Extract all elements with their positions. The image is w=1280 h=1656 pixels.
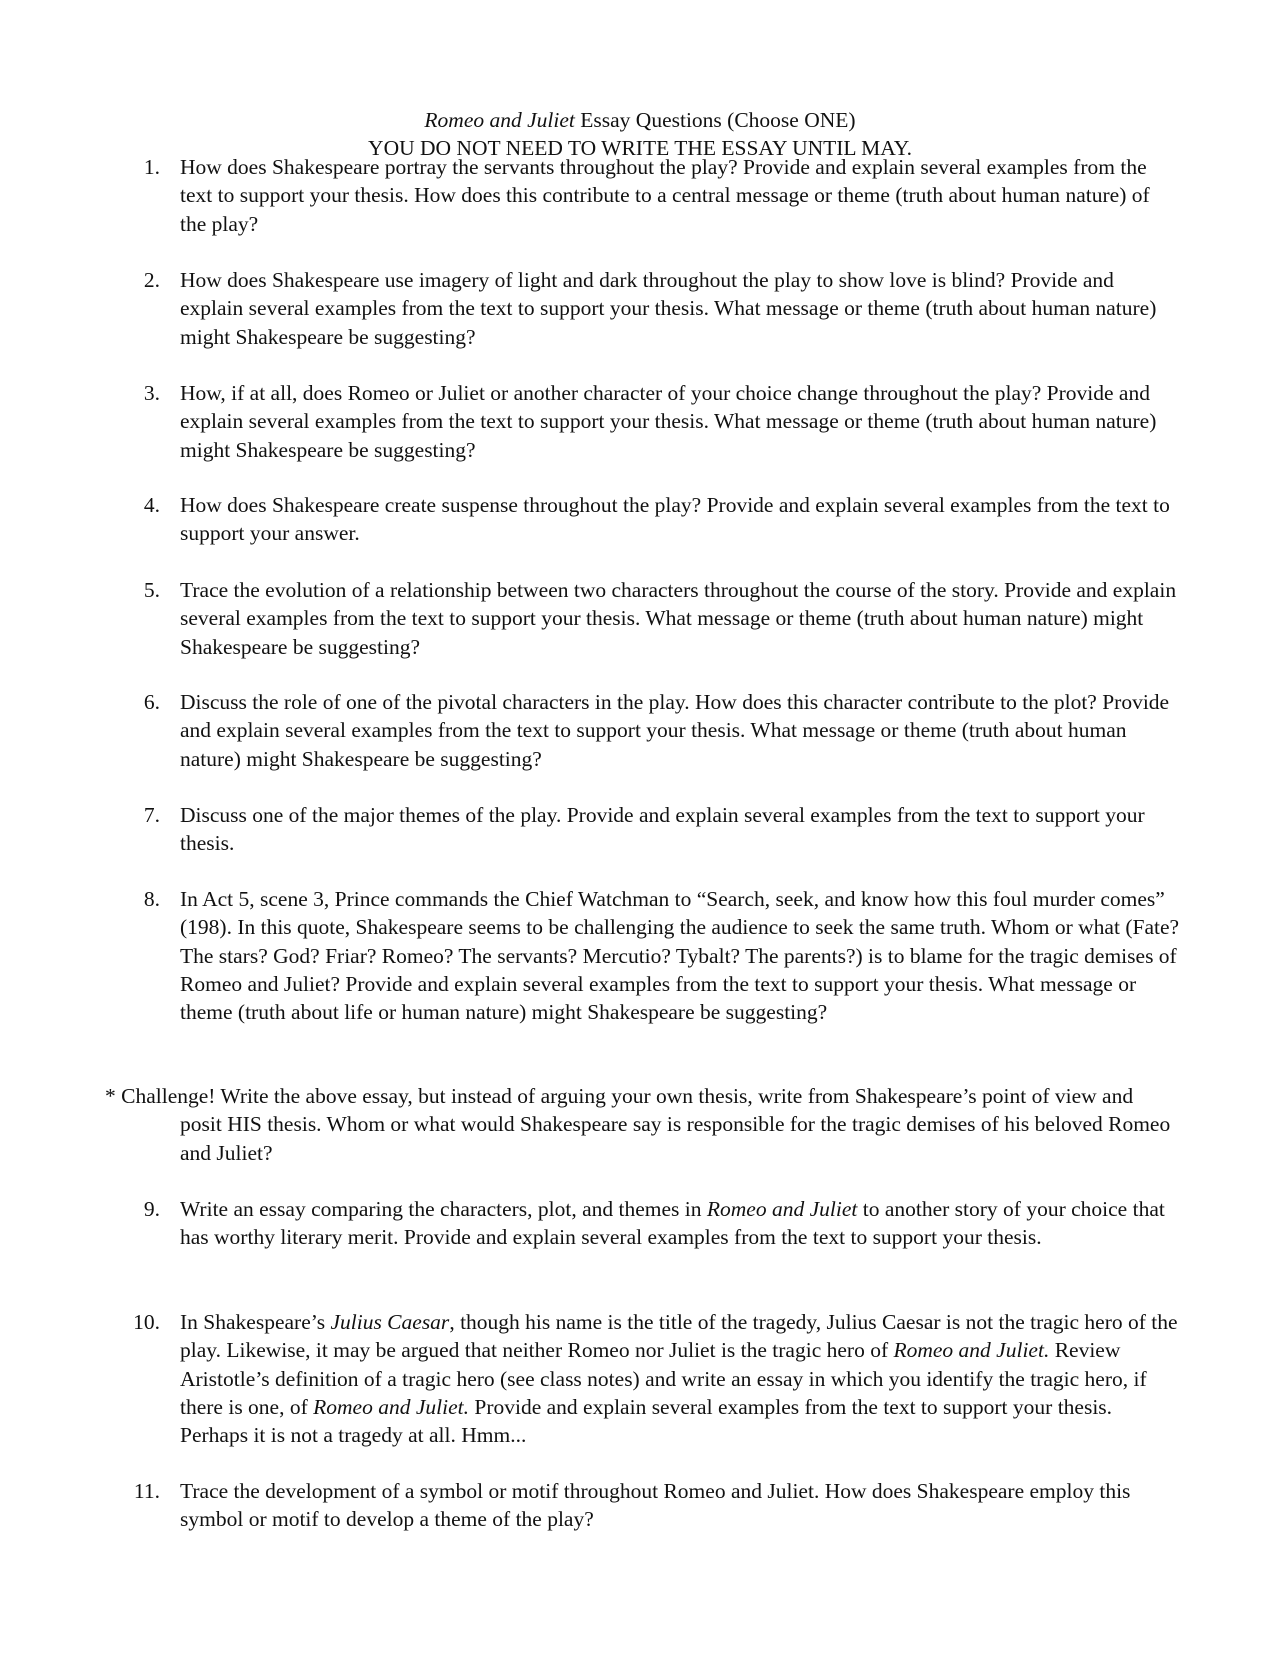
page-title: [0, 106, 1280, 134]
question-7: [143, 801, 1180, 858]
question-text: How does Shakespeare use imagery of light and dark throughout the play to show love is blind? Provide and explain several examples from the text to support your thesis. What message or theme (truth about human nature) might Shakespeare be suggesting?: [180, 268, 1157, 349]
question-number: 10.: [133, 1310, 160, 1334]
question-number: 11.: [133, 1479, 160, 1503]
question-text-part: Provide and explain several examples from the text to support your thesis. Perhaps it is not a tragedy at all. Hmm...: [180, 1394, 1113, 1448]
question-2: [143, 266, 1180, 351]
question-text-part: Review Aristotle’s definition of a tragic hero (see class notes) and write an essay in which you identify the tragic hero, if there is one, of: [180, 1338, 1147, 1419]
question-number: 9.: [143, 1197, 160, 1221]
question-number: 6.: [143, 690, 160, 714]
title-rest: Essay Questions (Choose ONE): [574, 108, 856, 132]
page-subtitle: YOU DO NOT NEED TO WRITE THE ESSAY UNTIL MAY.: [368, 136, 912, 161]
question-text: How, if at all, does Romeo or Juliet or another character of your choice change throughout the play? Provide and explain several examples from the text to support your thesis. What message or theme (truth about human nature) might Shakespeare be suggesting?: [180, 381, 1157, 462]
question-3: [143, 379, 1180, 464]
question-5: [143, 576, 1180, 661]
question-text-part: , though his name is the title of the tragedy, Julius Caesar is not the tragic hero of the play. Likewise, it may be argued that neither Romeo nor Juliet is the tragic hero of: [180, 1310, 1178, 1363]
question-text: Discuss one of the major themes of the play. Provide and explain several examples from the text to support your thesis.: [180, 803, 1145, 856]
challenge-paragraph: * Challenge! Write the above essay, but instead of arguing your own thesis, write from Shakespeare’s point of view and posit HIS thesis. Whom or what would Shakespeare say is responsible for the tragic demises of his beloved Romeo and Juliet?: [105, 1084, 1171, 1165]
question-text-part: In Shakespeare’s: [180, 1310, 331, 1334]
question-text-italic: Romeo and Juliet.: [313, 1394, 469, 1419]
question-number: 4.: [143, 493, 160, 517]
question-number: 8.: [143, 887, 160, 911]
question-text: Trace the evolution of a relationship between two characters throughout the course of the story. Provide and explain several examples from the text to support your thesis. What message or theme (truth about human nature) might Shakespeare be suggesting?: [180, 578, 1177, 659]
question-number: 5.: [143, 578, 160, 602]
question-text-part: Write an essay comparing the characters, plot, and themes in: [180, 1197, 707, 1221]
question-6: [143, 688, 1180, 773]
question-8: [143, 885, 1180, 1026]
question-number: 3.: [143, 381, 160, 405]
title-italic: Romeo and Juliet: [424, 108, 575, 132]
question-text: [180, 1310, 1178, 1447]
question-text-part: to another story of your choice that has worthy literary merit. Provide and explain several examples from the text to support your thesis.: [180, 1197, 1165, 1250]
question-text: In Act 5, scene 3, Prince commands the Chief Watchman to “Search, seek, and know how this foul murder comes” (198). In this quote, Shakespeare seems to be challenging the audience to seek the same truth. Whom or what (Fate? The stars? God? Friar? Romeo? The servants? Mercutio? Tybalt? The parents?) is to blame for the tragic demises of Romeo and Juliet? Provide and explain several examples from the text to support your thesis. What message or theme (truth about life or human nature) might Shakespeare be suggesting?: [180, 887, 1180, 1025]
question-11: [133, 1477, 1180, 1534]
question-text: [180, 1197, 1165, 1249]
question-text-italic: Julius Caesar: [330, 1310, 450, 1334]
question-1: [143, 153, 1180, 238]
question-text: How does Shakespeare portray the servants throughout the play? Provide and explain several examples from the text to support your thesis. How does this contribute to a central message or theme (truth about human nature) of the play?: [180, 155, 1150, 236]
question-number: 2.: [143, 268, 160, 292]
question-10: [133, 1308, 1180, 1449]
question-text-italic: Romeo and Juliet.: [893, 1338, 1050, 1363]
question-number: 7.: [143, 803, 160, 827]
question-4: [143, 491, 1180, 548]
question-text: How does Shakespeare create suspense throughout the play? Provide and explain several examples from the text to support your answer.: [180, 493, 1170, 546]
question-text-italic: Romeo and Juliet: [706, 1197, 858, 1221]
question-number: 1.: [143, 155, 160, 179]
question-text: Discuss the role of one of the pivotal characters in the play. How does this character contribute to the plot? Provide and explain several examples from the text to support your thesis. What message or theme (truth about human nature) might Shakespeare be suggesting?: [180, 690, 1170, 771]
question-text: Trace the development of a symbol or motif throughout Romeo and Juliet. How does Shakespeare employ this symbol or motif to develop a theme of the play?: [180, 1479, 1131, 1532]
question-9: [143, 1195, 1180, 1252]
